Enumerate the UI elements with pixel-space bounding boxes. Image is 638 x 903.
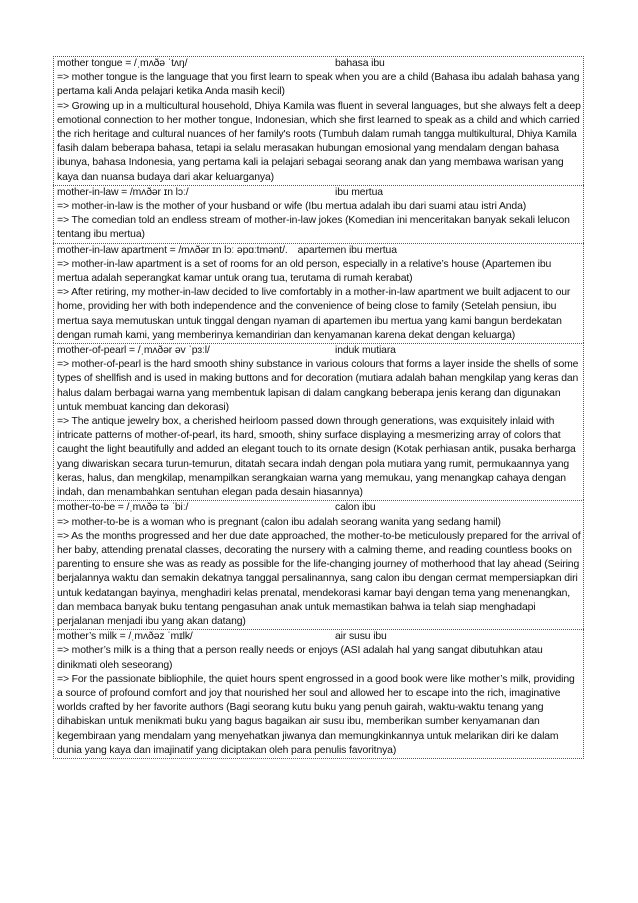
entry-definition: => mother tongue is the language that you first learn to speak when you are a child (Bahasa ibu adalah bahasa yang pertama kali Anda pelajari ketika Anda masih kecil) — [57, 72, 580, 98]
entry-definition: => mother-to-be is a woman who is pregnant (calon ibu adalah seorang wanita yang sedang hamil) — [57, 516, 501, 528]
entry-translation: calon ibu — [335, 502, 376, 514]
entry-term: mother-in-law = /mʌðər ɪn lɔː/ — [57, 186, 189, 198]
entry-heading — [57, 344, 581, 358]
entry-translation: air susu ibu — [335, 631, 387, 643]
entry-heading — [57, 244, 581, 258]
vocab-entry-mothers-milk — [53, 629, 584, 759]
vocab-entry-mother-in-law-apartment — [53, 243, 584, 343]
entry-translation: ibu mertua — [335, 186, 383, 198]
entry-definition: => mother-of-pearl is the hard smooth shiny substance in various colours that forms a layer inside the shells of some types of shellfish and is used in making buttons and for decoration (mutiara adalah bahan mengkilap yang keras dan halus dalam berbagai warna yang membentuk lapisan di dalam cangkang beberapa jenis kerang dan digunakan untuk membuat kancing dan dekorasi) — [57, 359, 579, 413]
vocab-entry-mother-in-law — [53, 185, 584, 243]
entry-heading — [57, 186, 581, 200]
vocab-entry-mother-tongue — [53, 56, 584, 185]
entry-example: => The antique jewelry box, a cherished heirloom passed down through generations, was exquisitely inlaid with intricate patterns of mother-of-pearl, its hard, smooth, shiny surface displaying a mesmerizing array of colors that caught the light beautifully and added an elegant touch to its ornate design (Kotak perhiasan antik, pusaka berharga yang diwariskan secara turun-temurun, ditatah secara indah dengan pola mutiara yang rumit, permukaannya yang keras, halus, dan mengkilap, menampilkan serangkaian warna yang memukau, yang menangkap cahaya dengan indah, dan menambahkan sentuhan elegan pada desain hiasannya) — [57, 416, 576, 499]
entry-example: => For the passionate bibliophile, the quiet hours spent engrossed in a good book were like mother’s milk, providing a source of profound comfort and joy that nourished her soul and allowed her to escape into the rich, imaginative worlds crafted by her favorite authors (Bagi seorang kutu buku yang penuh gairah, waktu-waktu tenang yang dihabiskan untuk menikmati buku yang bagus bagaikan air susu ibu, memberikan sumber kenyamanan dan kegembiraan yang mendalam yang menyehatkan jiwanya dan memungkinkannya untuk melarikan diri ke dalam dunia yang kaya dan imajinatif yang diciptakan oleh para penulis favoritnya) — [57, 673, 575, 756]
entry-translation: bahasa ibu — [335, 58, 385, 69]
vocab-entry-mother-of-pearl — [53, 343, 584, 500]
entry-heading — [57, 630, 581, 644]
entry-term: mother-in-law apartment = /mʌðər ɪn lɔː əpɑːtmənt/. — [57, 244, 288, 256]
vocabulary-document — [53, 56, 584, 759]
entry-term: mother’s milk = /ˌmʌðəz ˈmɪlk/ — [57, 631, 193, 643]
entry-translation: induk mutiara — [335, 345, 396, 357]
entry-definition: => mother-in-law is the mother of your husband or wife (Ibu mertua adalah ibu dari suami atau istri Anda) — [57, 201, 527, 213]
entry-term: mother tongue = /ˌmʌðə ˈtʌŋ/ — [57, 58, 188, 69]
entry-term: mother-to-be = /ˌmʌðə tə ˈbiː/ — [57, 502, 189, 514]
entry-heading — [57, 501, 581, 515]
entry-heading — [57, 57, 581, 71]
entry-definition: => mother’s milk is a thing that a person really needs or enjoys (ASI adalah hal yang sangat dibutuhkan atau dinikmati oleh seseorang) — [57, 645, 543, 671]
entry-term: mother-of-pearl = /ˌmʌðər əv ˈpɜːl/ — [57, 345, 210, 357]
entry-example: => The comedian told an endless stream of mother-in-law jokes (Komedian ini menceritakan banyak sekali lelucon tentang ibu mertua) — [57, 215, 570, 241]
entry-example: => As the months progressed and her due date approached, the mother-to-be meticulously prepared for the arrival of her baby, attending prenatal classes, decorating the nursery with a calming theme, and reading countless books on parenting to ensure she was as ready as possible for the life-changing journey of motherhood that lay ahead (Seiring berjalannya waktu dan semakin dekatnya tanggal persalinannya, sang calon ibu dengan cermat mempersiapkan diri untuk kedatangan bayinya, menghadiri kelas prenatal, mendekorasi kamar bayi dengan tema yang menenangkan, dan membaca banyak buku tentang pengasuhan anak untuk memastikan bahwa ia telah siap menghadapi perjalanan menjadi ibu yang akan datang) — [57, 530, 581, 627]
entry-definition: => mother-in-law apartment is a set of rooms for an old person, especially in a relative’s house (Apartemen ibu mertua adalah seperangkat kamar untuk orang tua, terutama di rumah kerabat) — [57, 258, 552, 285]
entry-example: => After retiring, my mother-in-law decided to live comfortably in a mother-in-law apartment we built adjacent to our home, providing her with both independence and the convenience of being close to family (Setelah pensiun, ibu mertua saya memutuskan untuk tinggal dengan nyaman di apartemen ibu mertua yang kami bangun berdekatan dengan rumah kami, yang memberinya kemandirian dan kenyamanan karena dekat dengan keluarga) — [57, 287, 571, 341]
entry-example: => Growing up in a multicultural household, Dhiya Kamila was fluent in several languages, but she always felt a deep emotional connection to her mother tongue, Indonesian, which she first learned to speak as a child and which carried the rich heritage and cultural nuances of her family's roots (Tumbuh dalam rumah tangga multikultural, Dhiya Kamila fasih dalam beberapa bahasa, tetapi ia selalu merasakan hubungan emosional yang mendalam dengan bahasa ibunya, bahasa Indonesia, yang pertama kali ia pelajari sebagai seorang anak dan yang membawa warisan yang kaya dan nuansa budaya dari akar keluarganya) — [57, 100, 581, 183]
vocab-entry-mother-to-be — [53, 500, 584, 629]
entry-translation: apartemen ibu mertua — [297, 244, 397, 256]
